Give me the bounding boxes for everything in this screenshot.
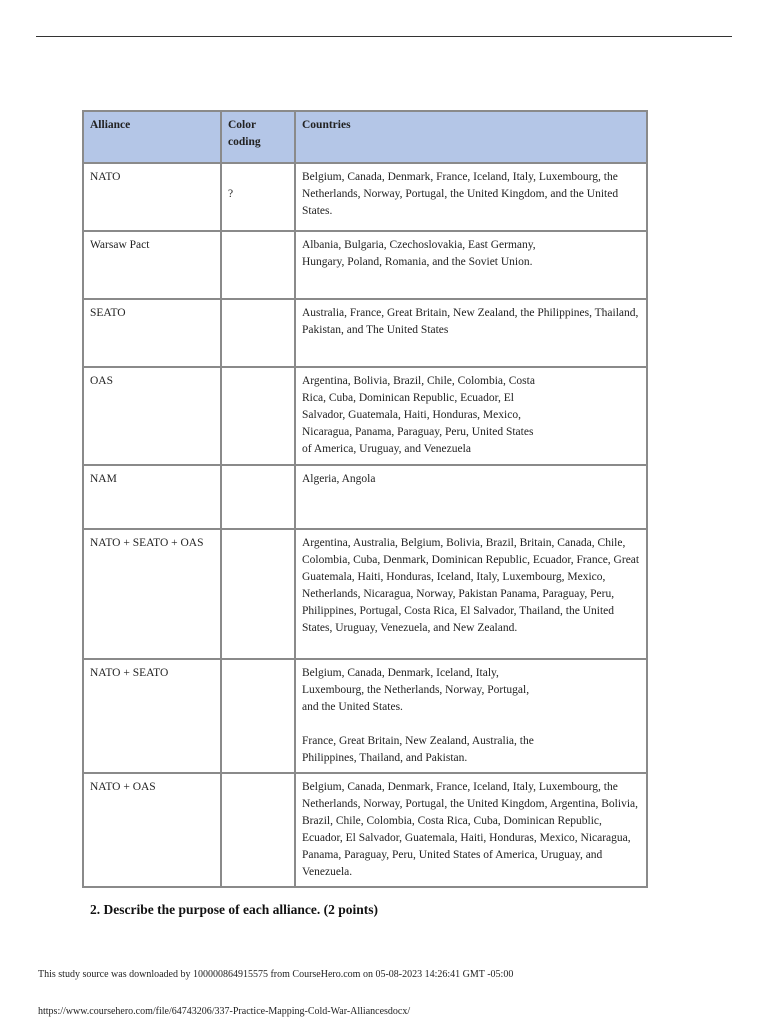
download-notice: This study source was downloaded by 100000864915575 from CourseHero.com on 05-08-2023 14:26:41 GMT -05:00 <box>38 969 514 980</box>
alliance-name: OAS <box>83 367 221 465</box>
table-row <box>83 231 647 299</box>
color-coding-cell <box>221 299 295 367</box>
top-divider <box>36 36 732 37</box>
question-heading: 2. Describe the purpose of each alliance. (2 points) <box>90 902 378 917</box>
color-coding-cell <box>221 529 295 659</box>
table-row <box>83 163 647 231</box>
color-coding-cell <box>221 163 295 231</box>
alliance-name: NAM <box>83 465 221 529</box>
color-coding-cell <box>221 367 295 465</box>
countries-cell: Belgium, Canada, Denmark, France, Iceland, Italy, Luxembourg, the Netherlands, Norway, Portugal, the United Kingdom, and the United States. <box>295 163 647 231</box>
table-header-row <box>83 111 647 163</box>
countries-cell: Belgium, Canada, Denmark, Iceland, Italy, Luxembourg, the Netherlands, Norway, Portugal, and the United States. France, Great Britain, New Zealand, Australia, the Philippines, Thailand, and Pakistan. <box>295 659 647 773</box>
header-countries: Countries <box>295 111 647 163</box>
color-coding-cell <box>221 773 295 887</box>
alliances-table <box>82 110 648 888</box>
color-coding-value: ? <box>228 188 234 200</box>
alliance-name: NATO <box>83 163 221 231</box>
color-coding-cell <box>221 231 295 299</box>
alliance-name: NATO + OAS <box>83 773 221 887</box>
alliance-name: Warsaw Pact <box>83 231 221 299</box>
alliance-name: NATO + SEATO <box>83 659 221 773</box>
table-row <box>83 659 647 773</box>
table-row <box>83 299 647 367</box>
countries-cell: Albania, Bulgaria, Czechoslovakia, East Germany, Hungary, Poland, Romania, and the Soviet Union. <box>295 231 647 299</box>
color-coding-cell <box>221 465 295 529</box>
countries-cell: Argentina, Bolivia, Brazil, Chile, Colombia, Costa Rica, Cuba, Dominican Republic, Ecuador, El Salvador, Guatemala, Haiti, Honduras, Mexico, Nicaragua, Panama, Paraguay, Peru, United States of America, Uruguay, and Venezuela <box>295 367 647 465</box>
table-row <box>83 529 647 659</box>
table-row <box>83 773 647 887</box>
header-alliance: Alliance <box>83 111 221 163</box>
table-row <box>83 465 647 529</box>
header-color-coding: Color coding <box>221 111 295 163</box>
source-url[interactable]: https://www.coursehero.com/file/64743206/337-Practice-Mapping-Cold-War-Alliancesdocx/ <box>38 1006 411 1017</box>
table-row <box>83 367 647 465</box>
countries-cell: Belgium, Canada, Denmark, France, Iceland, Italy, Luxembourg, the Netherlands, Norway, Portugal, the United Kingdom, Argentina, Bolivia, Brazil, Chile, Colombia, Costa Rica, Cuba, Dominican Republic, Ecuador, El Salvador, Guatemala, Haiti, Honduras, Mexico, Nicaragua, Panama, Paraguay, Peru, United States of America, Uruguay, and Venezuela. <box>295 773 647 887</box>
alliance-name: NATO + SEATO + OAS <box>83 529 221 659</box>
countries-cell: Algeria, Angola <box>295 465 647 529</box>
alliance-name: SEATO <box>83 299 221 367</box>
color-coding-cell <box>221 659 295 773</box>
countries-cell: Argentina, Australia, Belgium, Bolivia, Brazil, Britain, Canada, Chile, Colombia, Cuba, Denmark, Dominican Republic, Ecuador, France, Great Guatemala, Haiti, Honduras, Iceland, Italy, Luxembourg, Mexico, Netherlands, Nicaragua, Norway, Pakistan Panama, Paraguay, Peru, Philippines, Portugal, Costa Rica, El Salvador, Thailand, the United States, Uruguay, Venezuela, and New Zealand. <box>295 529 647 659</box>
countries-cell: Australia, France, Great Britain, New Zealand, the Philippines, Thailand, Pakistan, and The United States <box>295 299 647 367</box>
